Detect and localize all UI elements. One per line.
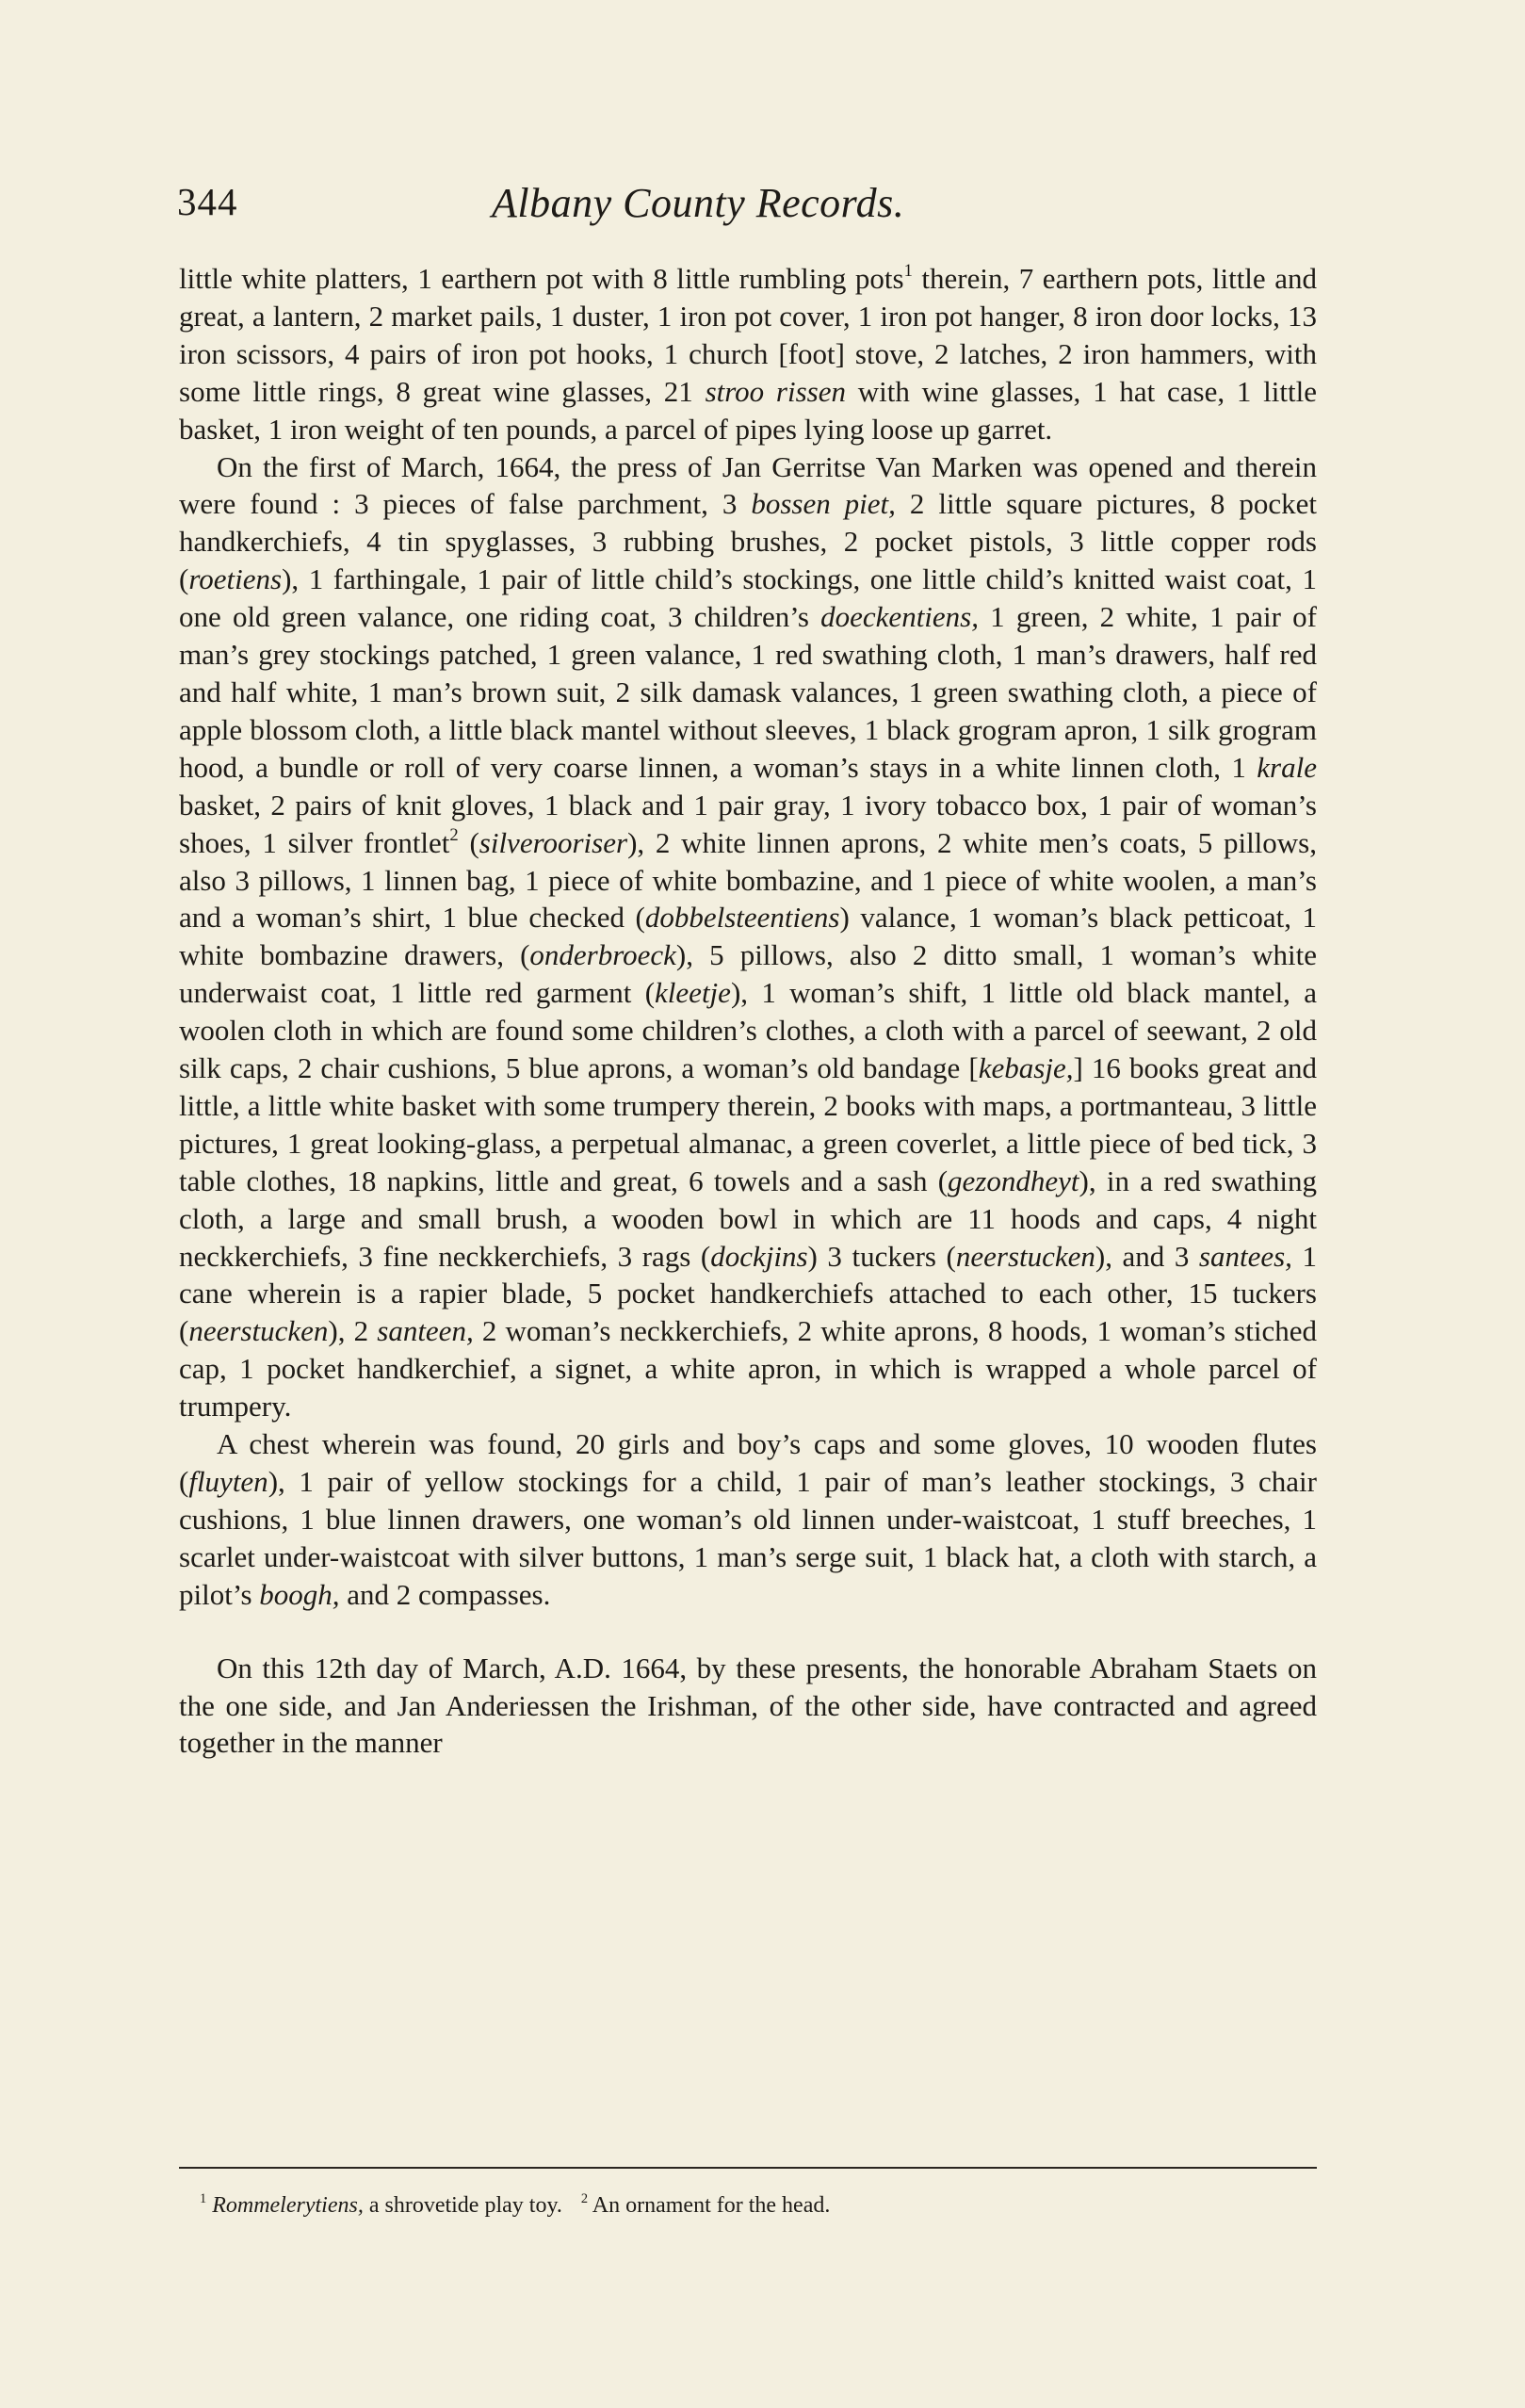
footnote-1-term: Rommelerytiens, bbox=[212, 2193, 364, 2218]
dutch-term: kebasje, bbox=[978, 1051, 1074, 1085]
text-run: ] 16 books great and little, a little white basket with some trumpery therein, 2 books with maps, a portmanteau, 3 little pictures, 1 great looking-glass, a perpetual almanac, a green coverlet, a little piece of bed tick, 3 table clothes, 18 napkins, little and great, 6 towels and a sash ( bbox=[179, 1051, 1317, 1197]
footnote-ref-1: 1 bbox=[903, 260, 913, 281]
text-run: 1 green, 2 white, 1 pair of man’s grey stockings patched, 1 green valance, 1 red swathing cloth, 1 man’s drawers, half red and half white, 1 man’s brown suit, 2 silk damask valances, 1 green swathing cloth, a piece of apple blossom cloth, a little black mantel without sleeves, 1 black grogram apron, 1 silk grogram hood, a bundle or roll of very coarse linnen, a woman’s stays in a white linnen cloth, 1 bbox=[179, 600, 1317, 784]
text-run: 2 woman’s neckkerchiefs, 2 white aprons, 8 hoods, 1 woman’s stiched cap, 1 pocket handkerchief, a signet, a white apron, in which is wrapped a whole parcel of trumpery. bbox=[179, 1314, 1317, 1424]
text-run: A chest wherein was found, 20 girls and boy’s caps and some gloves, 10 wooden flutes ( bbox=[179, 1427, 1317, 1498]
dutch-term: doeckentiens, bbox=[820, 600, 979, 634]
paragraph-3 bbox=[179, 1425, 1317, 1614]
dutch-term: gezondheyt bbox=[948, 1163, 1079, 1197]
footnotes bbox=[200, 2191, 1317, 2220]
text-run: ) 3 tuckers ( bbox=[807, 1239, 956, 1273]
text-run: ), 1 pair of yellow stockings for a child, 1 pair of man’s leather stockings, 3 chair cushions, 1 blue linnen drawers, one woman’s old linnen under-waistcoat, 1 stuff breeches, 1 scarlet under-waistcoat with silver buttons, 1 man’s serge suit, 1 black hat, a cloth with starch, a pilot’s bbox=[179, 1465, 1317, 1611]
text-run: ), 1 woman’s shift, 1 little old black mantel, a woolen cloth in which are found some children’s clothes, a cloth with a parcel of seewant, 2 old silk caps, 2 chair cushions, 5 blue aprons, a woman’s old bandage [ bbox=[179, 976, 1317, 1085]
dutch-term: neerstucken bbox=[955, 1239, 1095, 1273]
text-run: 1 cane wherein is a rapier blade, 5 pocket handkerchiefs attached to each other, 15 tuckers ( bbox=[179, 1239, 1317, 1348]
footnote-marker-2: 2 bbox=[580, 2190, 589, 2206]
paragraph-4 bbox=[179, 1650, 1317, 1763]
text-run: ), 2 bbox=[328, 1314, 378, 1348]
footnote-ref-2: 2 bbox=[449, 824, 459, 845]
dutch-term: dobbelsteentiens bbox=[644, 901, 840, 935]
paragraph-gap bbox=[179, 1614, 1317, 1650]
dutch-term: boogh, bbox=[259, 1577, 340, 1611]
footnote-rule bbox=[179, 2167, 1317, 2169]
text-run: ), 5 pillows, also 2 ditto small, 1 woman’s white underwaist coat, 1 little red garment ( bbox=[179, 938, 1317, 1010]
body-text bbox=[179, 260, 1317, 1762]
text-run: therein, 7 earthern pots, little and great, a lantern, 2 market pails, 1 duster, 1 iron pot cover, 1 iron pot hanger, 8 iron door locks, 13 iron scissors, 4 pairs of iron pot hooks, 1 church [foot] stove, 2 latches, 2 iron hammers, with some little rings, 8 great wine glasses, 21 bbox=[179, 262, 1317, 408]
text-run: 2 little square pictures, 8 pocket handkerchiefs, 4 tin spyglasses, 3 rubbing brushes, 2 pocket pistols, 3 little copper rods ( bbox=[179, 487, 1318, 596]
text-run: with wine glasses, 1 hat case, 1 little basket, 1 iron weight of ten pounds, a parcel of pipes lying loose up garret. bbox=[179, 374, 1317, 446]
text-run: ), and 3 bbox=[1095, 1239, 1199, 1273]
text-run: ), in a red swathing cloth, a large and small brush, a wooden bowl in which are 11 hoods and caps, 4 night neckkerchiefs, 3 fine neckkerchiefs, 3 rags ( bbox=[179, 1163, 1317, 1273]
text-run: On the first of March, 1664, the press of Jan Gerritse Van Marken was opened and therein were found : 3 pieces of false parchment, 3 bbox=[179, 449, 1317, 521]
footnote-marker-1: 1 bbox=[200, 2190, 207, 2206]
paragraph-2 bbox=[179, 448, 1317, 1426]
text-run: ), 1 farthingale, 1 pair of little child’s stockings, one little child’s knitted waist coat, 1 one old green valance, one riding coat, 3 children’s bbox=[179, 562, 1317, 634]
dutch-term: stroo rissen bbox=[705, 374, 846, 408]
footnote-1-text: a shrovetide play toy. bbox=[363, 2193, 562, 2218]
dutch-term: krale bbox=[1257, 750, 1317, 784]
text-run: basket, 2 pairs of knit gloves, 1 black and 1 pair gray, 1 ivory tobacco box, 1 pair of woman’s shoes, 1 silver frontlet bbox=[179, 788, 1317, 859]
text-run: ( bbox=[458, 825, 479, 859]
running-head bbox=[177, 179, 1317, 236]
footnote-2-text: An ornament for the head. bbox=[588, 2193, 831, 2218]
text-run: and 2 compasses. bbox=[339, 1577, 551, 1611]
dutch-term: fluyten bbox=[188, 1465, 268, 1498]
text-run: ), 2 white linnen aprons, 2 white men’s coats, 5 pillows, also 3 pillows, 1 linnen bag, 1 piece of white bombazine, and 1 piece of white woolen, a man’s and a woman’s shirt, 1 blue checked ( bbox=[179, 825, 1317, 935]
running-title: Albany County Records. bbox=[492, 180, 905, 226]
dutch-term: roetiens bbox=[188, 562, 283, 596]
dutch-term: santeen, bbox=[377, 1314, 474, 1348]
dutch-term: bossen piet, bbox=[751, 487, 896, 521]
dutch-term: onderbroeck bbox=[529, 938, 676, 972]
text-run: little white platters, 1 earthern pot with 8 little rumbling pots bbox=[179, 262, 904, 295]
dutch-term: santees, bbox=[1198, 1239, 1292, 1273]
dutch-term: neerstucken bbox=[188, 1314, 329, 1348]
page-number: 344 bbox=[177, 180, 238, 223]
paragraph-1 bbox=[179, 260, 1317, 448]
dutch-term: silverooriser bbox=[479, 825, 628, 859]
dutch-term: kleetje bbox=[655, 976, 731, 1010]
text-run: ) valance, 1 woman’s black petticoat, 1 white bombazine drawers, ( bbox=[179, 901, 1317, 972]
text-run: On this 12th day of March, A.D. 1664, by these presents, the honorable Abraham Staets on the one side, and Jan Anderiessen the Irishman, of the other side, have contracted and agreed together in the manner bbox=[179, 1651, 1317, 1760]
dutch-term: dockjins bbox=[710, 1239, 808, 1273]
